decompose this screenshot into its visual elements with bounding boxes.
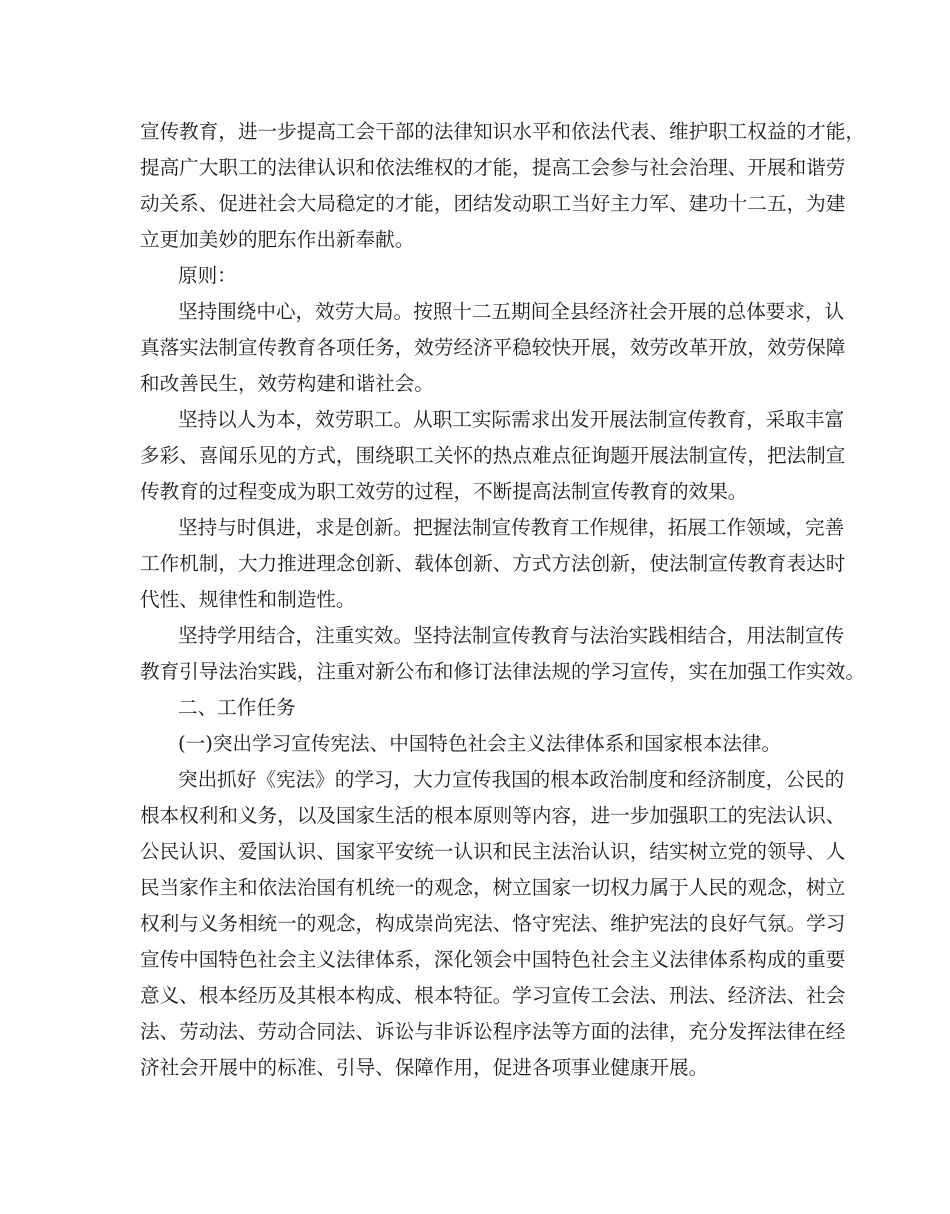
text-line: 坚持学用结合，注重实效。坚持法制宣传教育与法治实践相结合，用法制宣传 [178, 624, 845, 647]
text-line: 和改善民生，效劳构建和谐社会。 [140, 372, 434, 395]
text-line: 法、劳动法、劳动合同法、诉讼与非诉讼程序法等方面的法律，充分发挥法律在经 [140, 1020, 846, 1043]
text-line: 民当家作主和依法治国有机统一的观念，树立国家一切权力属于人民的观念，树立 [140, 876, 846, 899]
text-line: 公民认识、爱国认识、国家平安统一认识和民主法治认识，结实树立党的领导、人 [140, 840, 846, 863]
text-line: 二、工作任务 [178, 696, 296, 719]
text-line: 突出抓好《宪法》的学习，大力宣传我国的根本政治制度和经济制度，公民的 [178, 768, 845, 791]
text-line: 根本权利和义务，以及国家生活的根本原则等内容，进一步加强职工的宪法认识、 [140, 804, 846, 827]
text-line: 权利与义务相统一的观念，构成崇尚宪法、恪守宪法、维护宪法的良好气氛。学习 [140, 912, 846, 935]
text-line: 坚持以人为本，效劳职工。从职工实际需求出发开展法制宣传教育，采取丰富 [178, 408, 845, 431]
text-line: 宣传中国特色社会主义法律体系，深化领会中国特色社会主义法律体系构成的重要 [140, 948, 846, 971]
text-line: 坚持围绕中心，效劳大局。按照十二五期间全县经济社会开展的总体要求，认 [178, 300, 845, 323]
text-line: 代性、规律性和制造性。 [140, 588, 356, 611]
text-line: 真落实法制宣传教育各项任务，效劳经济平稳较快开展，效劳改革开放，效劳保障 [140, 336, 846, 359]
text-line: 坚持与时俱进，求是创新。把握法制宣传教育工作规律，拓展工作领域，完善 [178, 516, 845, 539]
text-line: 意义、根本经历及其根本构成、根本特征。学习宣传工会法、刑法、经济法、社会 [140, 984, 846, 1007]
text-line: 立更加美妙的肥东作出新奉献。 [140, 228, 415, 251]
text-line: 工作机制，大力推进理念创新、载体创新、方式方法创新，使法制宣传教育表达时 [140, 552, 846, 575]
text-line: 济社会开展中的标准、引导、保障作用，促进各项事业健康开展。 [140, 1056, 709, 1079]
text-line: 动关系、促进社会大局稳定的才能，团结发动职工当好主力军、建功十二五，为建 [140, 192, 846, 215]
text-line: 多彩、喜闻乐见的方式，围绕职工关怀的热点难点征询题开展法制宣传，把法制宣 [140, 444, 846, 467]
text-line: 宣传教育，进一步提高工会干部的法律知识水平和依法代表、维护职工权益的才能， [140, 120, 865, 143]
text-line: 提高广大职工的法律认识和依法维权的才能，提高工会参与社会治理、开展和谐劳 [140, 156, 846, 179]
text-line: 原则： [178, 264, 237, 287]
text-line: 传教育的过程变成为职工效劳的过程，不断提高法制宣传教育的效果。 [140, 480, 748, 503]
text-line: (一)突出学习宣传宪法、中国特色社会主义法律体系和国家根本法律。 [178, 732, 782, 755]
document-body [140, 114, 865, 1086]
text-line: 教育引导法治实践，注重对新公布和修订法律法规的学习宣传，实在加强工作实效。 [140, 660, 865, 683]
